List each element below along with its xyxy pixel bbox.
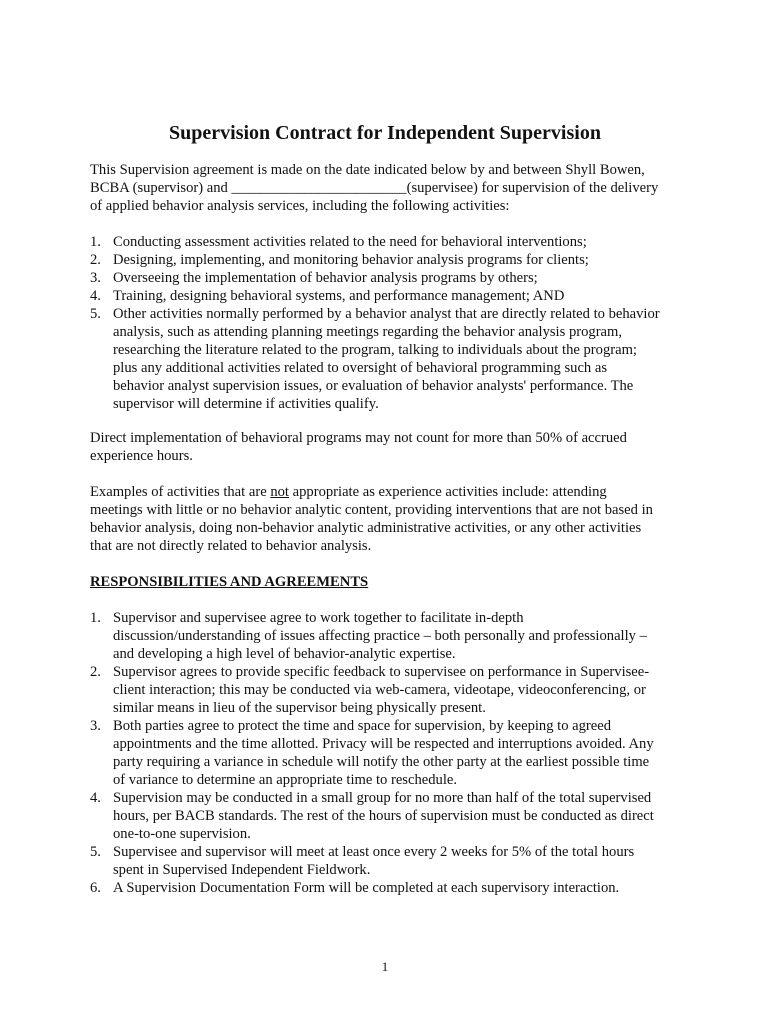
item-number: 1. bbox=[90, 610, 101, 626]
item-number: 1. bbox=[90, 234, 101, 250]
item-number: 2. bbox=[90, 252, 101, 268]
intro-paragraph bbox=[90, 161, 690, 215]
paragraph-line: that are not directly related to behavior analysis. bbox=[90, 538, 372, 554]
item-line: behavior analyst supervision issues, or evaluation of behavior analysts' performance. The bbox=[113, 378, 634, 394]
paragraph-line: meetings with little or no behavior analytic content, providing interventions that are not based in bbox=[90, 502, 653, 518]
item-line: Supervisee and supervisor will meet at least once every 2 weeks for 5% of the total hours bbox=[113, 844, 635, 860]
item-line: appointments and the time allotted. Privacy will be respected and interruptions avoided. Any bbox=[113, 736, 654, 752]
item-number: 4. bbox=[90, 790, 101, 806]
examples-text: Examples of activities that are bbox=[90, 484, 271, 500]
item-number: 6. bbox=[90, 880, 101, 896]
intro-line: BCBA (supervisor) and ________________________(supervisee) for supervision of the delivery bbox=[90, 180, 659, 196]
activity-item bbox=[90, 305, 690, 413]
item-line: analysis, such as attending planning meetings regarding the behavior analysis program, bbox=[113, 324, 623, 340]
direct-implementation-paragraph bbox=[90, 429, 690, 465]
responsibility-item bbox=[90, 663, 690, 717]
paragraph-line: Direct implementation of behavioral programs may not count for more than 50% of accrued bbox=[90, 430, 627, 446]
item-number: 3. bbox=[90, 718, 101, 734]
item-line: plus any additional activities related to oversight of behavioral programming such as bbox=[113, 360, 608, 376]
page-number: 1 bbox=[381, 959, 389, 974]
item-line: supervisor will determine if activities qualify. bbox=[113, 396, 379, 412]
responsibility-item bbox=[90, 879, 690, 897]
activity-item bbox=[90, 251, 690, 269]
item-number: 3. bbox=[90, 270, 101, 286]
item-line: and developing a high level of behavior-analytic expertise. bbox=[113, 646, 456, 662]
item-line: spent in Supervised Independent Fieldwork. bbox=[113, 862, 371, 878]
activity-item bbox=[90, 287, 690, 305]
item-line: Supervisor agrees to provide specific feedback to supervisee on performance in Supervisee- bbox=[113, 664, 650, 680]
item-line: one-to-one supervision. bbox=[113, 826, 251, 842]
item-line: Both parties agree to protect the time and space for supervision, by keeping to agreed bbox=[113, 718, 612, 734]
responsibility-item bbox=[90, 717, 690, 789]
item-line: similar means in lieu of the supervisor being physically present. bbox=[113, 700, 486, 716]
item-line: party requiring a variance in schedule will notify the other party at the earliest possible time bbox=[113, 754, 650, 770]
item-line: Other activities normally performed by a behavior analyst that are directly related to behavior bbox=[113, 306, 660, 322]
item-line: of variance to determine an appropriate time to reschedule. bbox=[113, 772, 458, 788]
paragraph-line: behavior analysis, doing non-behavior analytic administrative activities, or any other activities bbox=[90, 520, 642, 536]
responsibility-item bbox=[90, 789, 690, 843]
responsibility-item bbox=[90, 843, 690, 879]
item-line: Training, designing behavioral systems, and performance management; AND bbox=[113, 288, 565, 304]
page-title: Supervision Contract for Independent Supervision bbox=[169, 122, 601, 144]
item-line: client interaction; this may be conducted via web-camera, videotape, videoconferencing, or bbox=[113, 682, 646, 698]
responsibilities-list bbox=[90, 609, 690, 897]
item-line: Supervisor and supervisee agree to work together to facilitate in-depth bbox=[113, 610, 524, 626]
item-number: 2. bbox=[90, 664, 101, 680]
intro-line: This Supervision agreement is made on the date indicated below by and between Shyll Bowen, bbox=[90, 162, 645, 178]
item-line: Supervision may be conducted in a small group for no more than half of the total supervised bbox=[113, 790, 652, 806]
item-line: researching the literature related to the program, talking to individuals about the program; bbox=[113, 342, 637, 358]
emphasis-not: not bbox=[270, 484, 289, 500]
item-number: 5. bbox=[90, 844, 101, 860]
paragraph-line bbox=[90, 483, 690, 501]
examples-paragraph bbox=[90, 483, 690, 555]
paragraph-line: experience hours. bbox=[90, 448, 193, 464]
item-number: 5. bbox=[90, 306, 101, 322]
activity-item bbox=[90, 233, 690, 251]
item-line: discussion/understanding of issues affecting practice – both personally and professionally – bbox=[113, 628, 647, 644]
item-line: Overseeing the implementation of behavior analysis programs by others; bbox=[113, 270, 538, 286]
responsibility-item bbox=[90, 609, 690, 663]
examples-text: appropriate as experience activities include: attending bbox=[288, 484, 607, 500]
item-line: Designing, implementing, and monitoring behavior analysis programs for clients; bbox=[113, 252, 589, 268]
intro-line: of applied behavior analysis services, including the following activities: bbox=[90, 198, 510, 214]
activity-item bbox=[90, 269, 690, 287]
activities-list bbox=[90, 233, 690, 413]
item-number: 4. bbox=[90, 288, 101, 304]
item-line: hours, per BACB standards. The rest of the hours of supervision must be conducted as direct bbox=[113, 808, 654, 824]
item-line: A Supervision Documentation Form will be completed at each supervisory interaction. bbox=[113, 880, 620, 896]
section-heading: RESPONSIBILITIES AND AGREEMENTS bbox=[90, 574, 369, 590]
item-line: Conducting assessment activities related to the need for behavioral interventions; bbox=[113, 234, 587, 250]
